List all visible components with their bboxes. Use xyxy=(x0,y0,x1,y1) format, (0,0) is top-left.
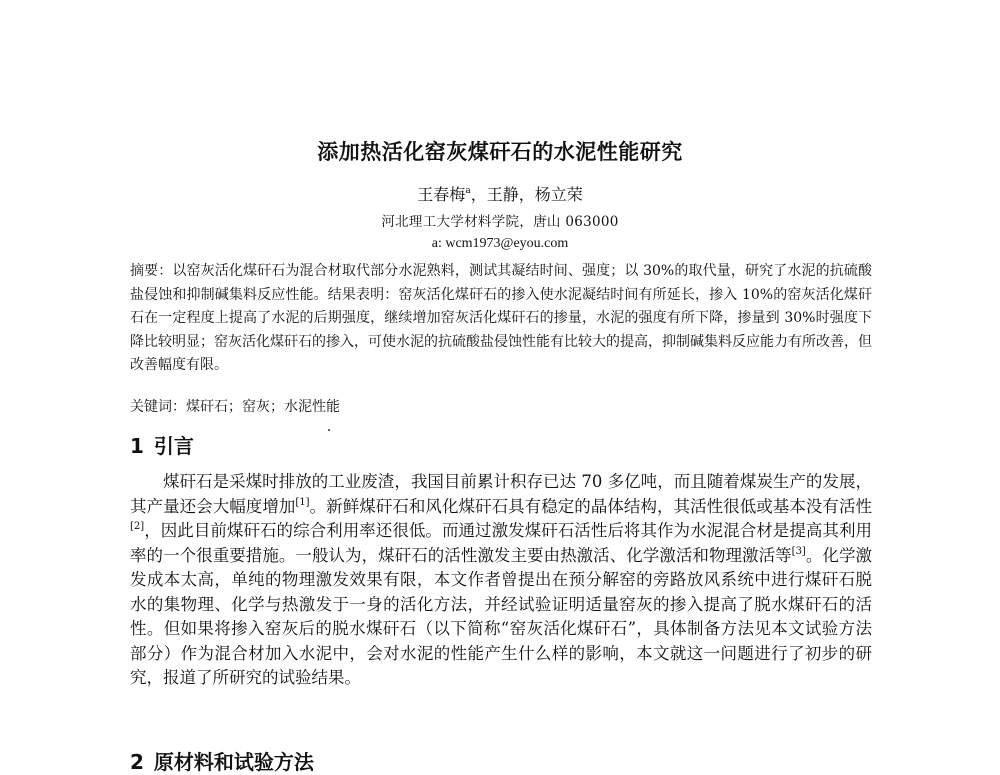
citation-ref: [1] xyxy=(295,496,310,508)
paper-title: 添加热活化窑灰煤矸石的水泥性能研究 xyxy=(317,140,683,164)
affiliation: 河北理工大学材料学院，唐山 063000 xyxy=(381,214,619,230)
body-text-part: 煤矸石是采煤时排放的工业废渣，我国目前累计积存已达 70 多亿吨，而且随着煤炭生产的发展，其产量还会大幅度增加 xyxy=(130,472,872,516)
body-text-part: 。化学激发成本太高，单纯的物理激发效果有限，本文作者曾提出在预分解窑的旁路放风系统中进行煤矸石脱水的集物理、化学与热激发于一身的活化方法，并经试验证明适量窑灰的掺入提高了脱水煤矸石的活性。但如果将掺入窑灰后的脱水煤矸石（以下简称“窑灰活化煤矸石”，具体制备方法见本文试验方法部分）作为混合材加入水泥中，会对水泥的性能产生什么样的影响，本文就这一问题进行了初步的研究，报道了所研究的试验结果。 xyxy=(130,545,873,687)
author-first: 王春梅 xyxy=(417,185,466,204)
abstract xyxy=(130,260,872,378)
body-text-part: ，因此目前煤矸石的综合利用率还很低。而通过激发煤矸石活性后将其作为水泥混合材是提高其利用率的一个很重要措施。一般认为，煤矸石的活性激发主要由热激活、化学激活和物理激活等 xyxy=(130,521,872,565)
section-number: 2 xyxy=(130,750,144,774)
citation-ref: [2] xyxy=(130,521,145,532)
section-heading-introduction xyxy=(130,430,194,459)
keywords-text: 煤矸石；窑灰；水泥性能 xyxy=(186,399,340,415)
abstract-text: 以窑灰活化煤矸石为混合材取代部分水泥熟料，测试其凝结时间、强度；以 30%的取代量，研究了水泥的抗硫酸盐侵蚀和抑制碱集料反应性能。结果表明：窑灰活化煤矸石的掺入使水泥凝结时间有所延长，掺入 10%的窑灰活化煤矸石在一定程度上提高了水泥的后期强度，继续增加窑灰活化煤矸石的掺量，水泥的强度有所下降，掺量到 30%时强度下降比较明显；窑灰活化煤矸石的掺入，可使水泥的抗硫酸盐侵蚀性能有比较大的提高，抑制碱集料反应能力有所改善，但改善幅度有限。 xyxy=(130,263,872,374)
section-title: 原材料和试验方法 xyxy=(153,750,314,774)
keywords-label: 关键词： xyxy=(130,399,186,415)
introduction-paragraph xyxy=(130,470,872,691)
body-text-part: 。新鲜煤矸石和风化煤矸石具有稳定的晶体结构，其活性很低或基本没有活性 xyxy=(309,496,873,516)
section-number: 1 xyxy=(130,434,144,458)
scan-speck xyxy=(328,429,330,431)
author-list xyxy=(0,182,1000,205)
keywords xyxy=(130,396,872,418)
section-title: 引言 xyxy=(153,434,194,458)
section-heading-materials xyxy=(130,746,314,775)
citation-ref: [3] xyxy=(791,545,806,557)
author-email: a: wcm1973@eyou.com xyxy=(431,236,569,251)
author-rest: ，王静，杨立荣 xyxy=(470,185,583,204)
author-first-superscript: a xyxy=(465,186,471,196)
abstract-label: 摘要： xyxy=(130,263,173,279)
